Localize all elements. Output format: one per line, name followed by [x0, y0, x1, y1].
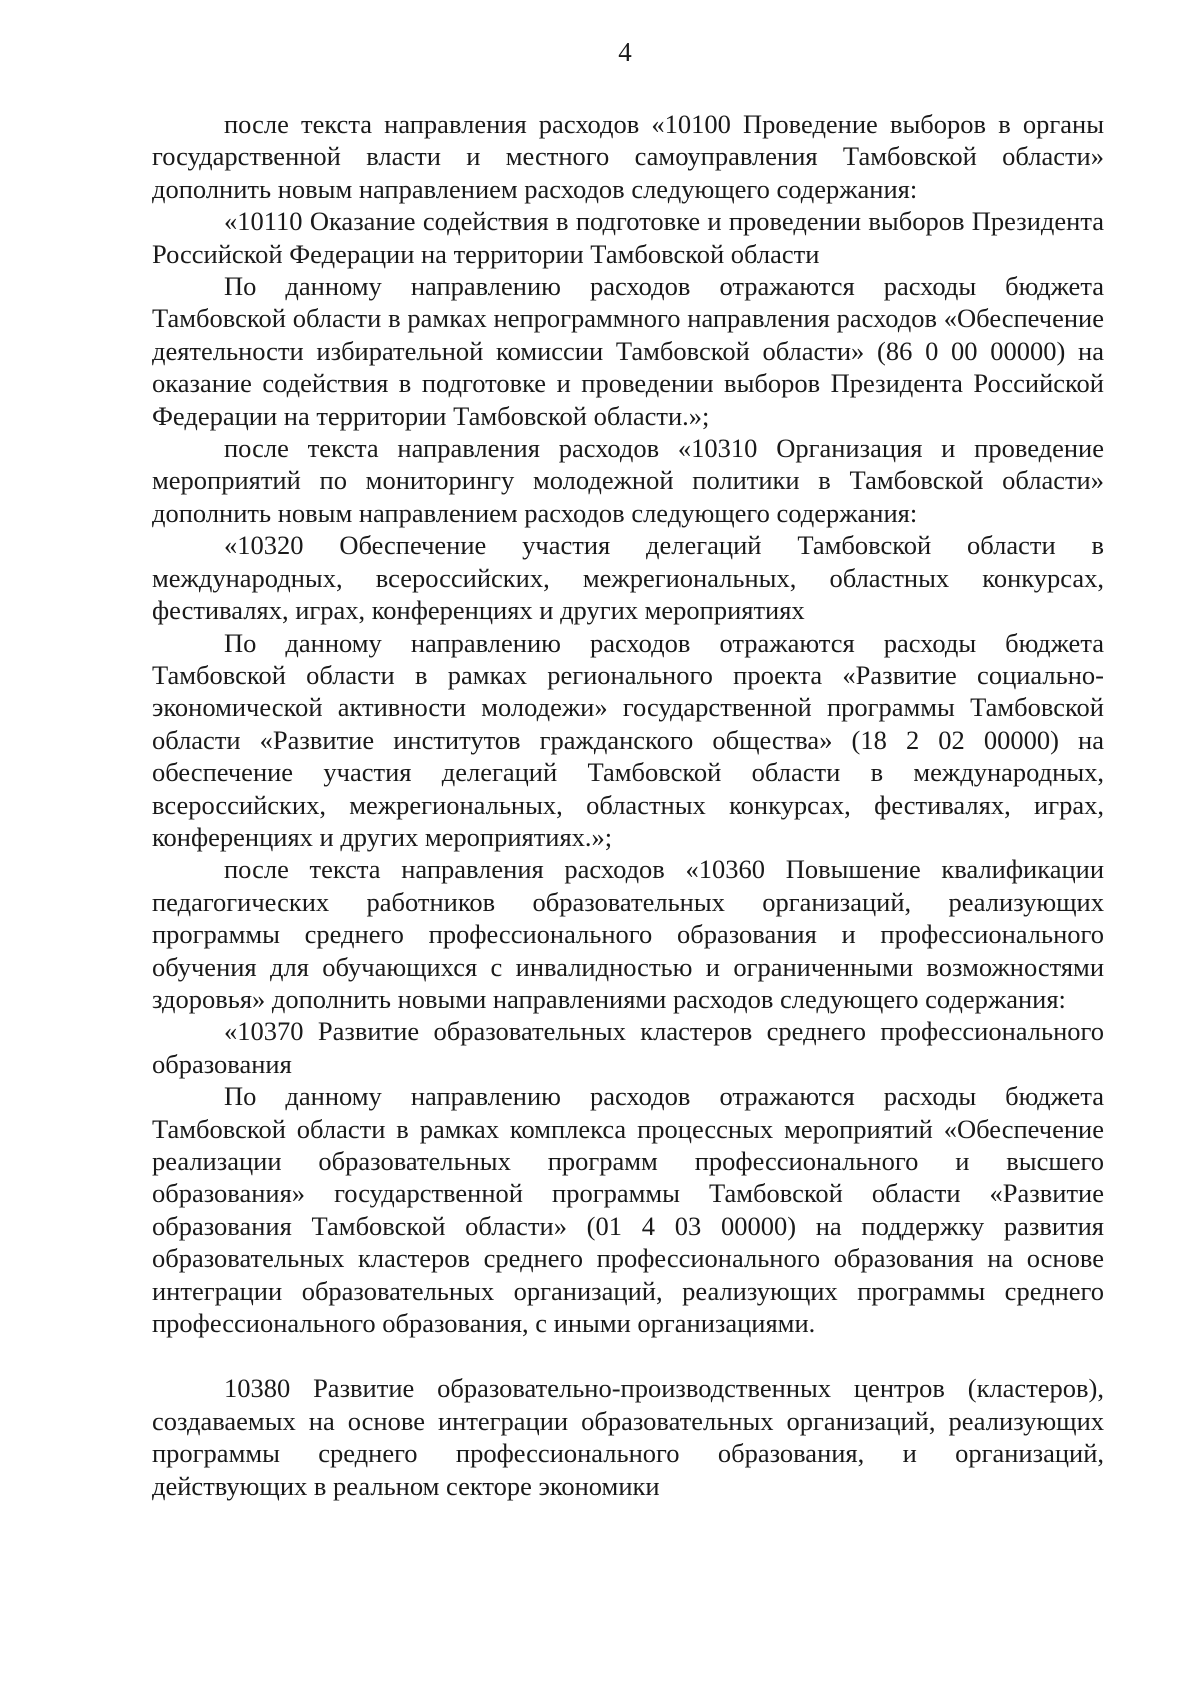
paragraph-10320-description: По данному направлению расходов отражаются расходы бюджета Тамбовской области в рамках регионального проекта «Развитие социально-экономической активности молодежи» государственной программы Тамбовской области «Развитие институтов гражданского общества» (18 2 02 00000) на обеспечение участия делегаций Тамбовской области в международных, всероссийских, межрегиональных, областных конкурсах, фестивалях, играх, конференциях и других мероприятиях.»; [152, 627, 1104, 852]
paragraph-10110-description: По данному направлению расходов отражаются расходы бюджета Тамбовской области в рамках непрограммного направления расходов «Обеспечение деятельности избирательной комиссии Тамбовской области» (86 0 00 00000) на оказание содействия в подготовке и проведении выборов Президента Российской Федерации на территории Тамбовской области.»; [152, 271, 1104, 431]
paragraph-10370-title: «10370 Развитие образовательных кластеров среднего профессионального образования [152, 1016, 1104, 1079]
paragraph-10380-title: 10380 Развитие образовательно-производственных центров (кластеров), создаваемых на основе интеграции образовательных организаций, реализующих программы среднего профессионального образования, и организаций, действующих в реальном секторе экономики [152, 1373, 1104, 1501]
paragraph-10320-title: «10320 Обеспечение участия делегаций Тамбовской области в международных, всероссийских, межрегиональных, областных конкурсах, фестивалях, играх, конференциях и других мероприятиях [152, 530, 1104, 626]
paragraph-10370-description: По данному направлению расходов отражаются расходы бюджета Тамбовской области в рамках комплекса процессных мероприятий «Обеспечение реализации образовательных программ профессионального и высшего образования» государственной программы Тамбовской области «Развитие образования Тамбовской области» (01 4 03 00000) на поддержку развития образовательных кластеров среднего профессионального образования на основе интеграции образовательных организаций, реализующих программы среднего профессионального образования, с иными организациями. [152, 1081, 1104, 1339]
paragraph-after-10360: после текста направления расходов «10360 Повышение квалификации педагогических работников образовательных организаций, реализующих программы среднего профессионального образования и профессионального обучения для обучающихся с инвалидностью и ограниченными возможностями здоровья» дополнить новыми направлениями расходов следующего содержания: [152, 854, 1104, 1014]
paragraph-10110-title: «10110 Оказание содействия в подготовке и проведении выборов Президента Российской Федерации на территории Тамбовской области [152, 206, 1104, 269]
paragraph-after-10100: после текста направления расходов «10100 Проведение выборов в органы государственной власти и местного самоуправления Тамбовской области» дополнить новым направлением расходов следующего содержания: [152, 109, 1104, 204]
document-body [152, 108, 1104, 1502]
page-number: 4 [618, 37, 632, 67]
paragraph-after-10310: после текста направления расходов «10310 Организация и проведение мероприятий по мониторингу молодежной политики в Тамбовской области» дополнить новым направлением расходов следующего содержания: [152, 433, 1104, 528]
